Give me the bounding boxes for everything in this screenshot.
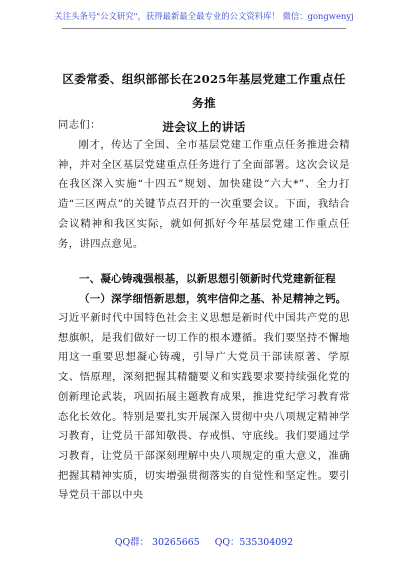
subsection-heading-1: （一）深学细悟新思想，筑牢信仰之基、补足精神之钙。 <box>79 293 347 305</box>
title-line-1: 区委常委、组织部部长在2025年基层党建工作重点任务推 <box>62 72 346 110</box>
salutation: 同志们： <box>58 119 101 131</box>
footer-qq-group: QQ群： 30265665 <box>114 537 200 548</box>
body-paragraph-2: 习近平新时代中国特色社会主义思想是新时代中国共产党的思想旗帜，是我们做好一切工作的根本遵循。我们要坚持不懈地用这一重要思想凝心铸魂，引导广大党员干部读原著、学原文、悟原理，深刻把握其精髓要义和实践要求要持续强化党的创新理论武装，巩固拓展主题教育成果，推进党纪学习教育常态化长效化。特别是要扎实开展深入贯彻中央八项规定精神学习教育，让党员干部知敬畏、存戒惧、守底线。我们要通过学习教育，让党员干部深刻理解中央八项规定的重大意义，准确把握其精神实质，切实增强贯彻落实的自觉性和坚定性。要引导党员干部以中央 <box>58 312 350 502</box>
header-divider <box>62 28 346 29</box>
footer-qq-number: QQ：535304092 <box>214 537 294 548</box>
footer-contacts <box>0 536 408 550</box>
section-heading-1: 一、凝心铸魂强根基，以新思想引领新时代党建新征程 <box>79 273 336 285</box>
body-paragraph-1: 刚才，传达了全国、全市基层党建工作重点任务推进会精神，并对全区基层党建重点任务进行了全面部署。这次会议是在我区深入实施“十四五”规划、加快建设“六大*”、全力打造“三区两点”的关键节点召开的一次重要会议。下面，我结合会议精神和我区实际，就如何抓好今年基层党建工作重点任务，讲四点意见。 <box>58 139 350 250</box>
header-banner: 关注头条号"公文研究"，获得最新最全最专业的公文资料库！ 微信：gongwenyj <box>54 11 354 21</box>
title-line-2: 进会议上的讲话 <box>162 120 246 134</box>
